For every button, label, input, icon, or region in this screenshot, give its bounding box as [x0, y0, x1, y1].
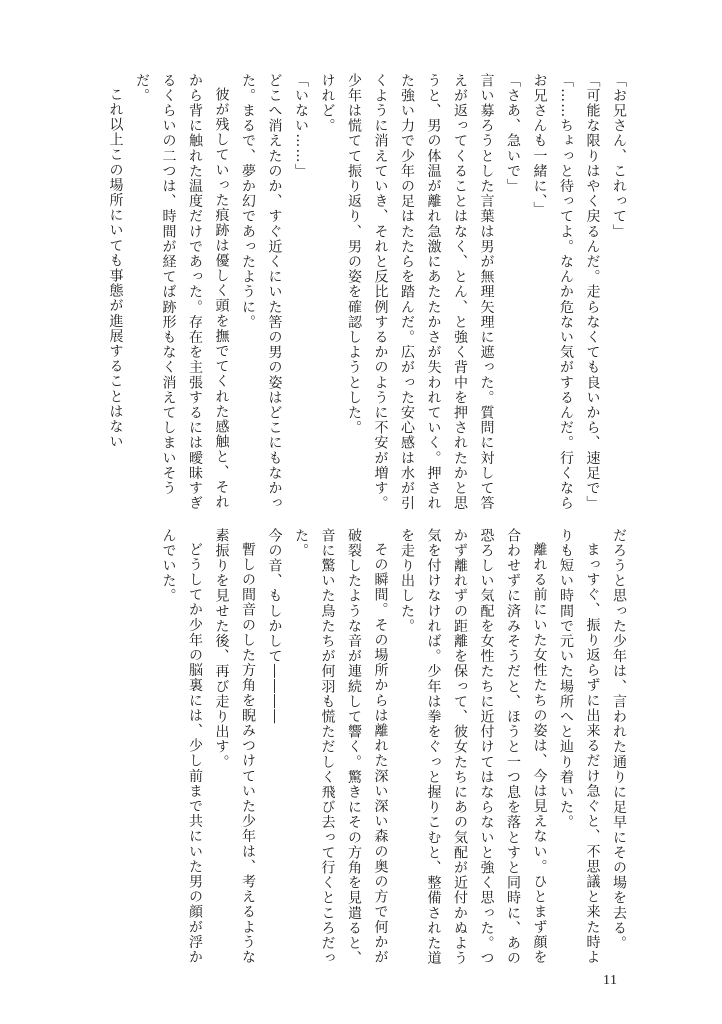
paragraph: 「お兄さん、これって」	[611, 73, 627, 240]
paragraph: 彼が残していった痕跡は優しく頭を撫でてくれた感触と、それから背に触れた温度だけであった。存在を主張するには曖昧すぎるくらいの二つは、時間が経てば跡形もなく消えてしまいそうだ。	[134, 73, 230, 511]
paragraph: 「可能な限りはやく戻るんだ。走らなくても良いから、速足で」	[584, 73, 601, 511]
paragraph: 言い募ろうとした言葉は男が無理矢理に遮った。質問に対して答えが返ってくることはなく、とん、と強く背中を押されたかと思うと、男の体温が離れ急激にあたたかさが失われていく。押された強い力で少年の足はたたらを踏んだ。広がった安心感は水が引くように消えていき、それと反比例するかのように不安が増す。少年は慌てて振り返り、男の姿を確認しようとした。	[346, 73, 495, 511]
paragraph: 「……ちょっと待ってよ。なんか危ない気がするんだ。行くならお兄さんも一緒に、」	[531, 73, 574, 511]
paragraph: 離れる前にいた女性たちの姿は、今は見えない。ひとまず顔を合わせずに済みそうだと、ほうと一つ息を落とすと同時に、あの恐ろしい気配を女性たちに近付けてはならないと強く思った。つかず離れずの距離を保って、彼女たちにあの気配が近付かぬよう気を付けなければ。少年は拳をぐっと握りこむと、整備された道を走り出した。	[399, 528, 548, 966]
paragraph: だろうと思った少年は、言われた通りに足早にその場を去る。	[611, 528, 627, 951]
paragraph: その瞬間。その場所からは離れた深い深い森の奥の方で何かが破裂したような音が連続して響く。驚きにその方角を見遣ると、音に驚いた鳥たちが何羽も慌ただしく飛び去って行くところだった。	[293, 528, 389, 966]
paragraph: 「いない……」	[293, 73, 309, 179]
paragraph: 「さあ、急いで」	[505, 73, 521, 194]
paragraph: どうしてか少年の脳裏には、少し前まで共にいた男の顔が浮かんでいた。	[160, 528, 203, 965]
paragraph: 今の音、もしかして――――	[266, 528, 283, 725]
paragraph: どこへ消えたのか、すぐ近くにいた筈の男の姿はどこにもなかった。まるで、夢か幻であったように。	[240, 73, 283, 511]
paragraph: まっすぐ、振り返らずに出来るだけ急ぐと、不思議と来た時よりも短い時間で元いた場所へと辿り着いた。	[558, 528, 601, 965]
page-number: 11	[603, 973, 618, 988]
paragraph: 暫しの間音のした方角を睨みつけていた少年は、考えるような素振りを見せた後、再び走り出す。	[213, 528, 256, 965]
lower-text-column	[112, 528, 632, 968]
paragraph: これ以上この場所にいても事態が進展することはない	[107, 87, 124, 450]
upper-text-column	[107, 73, 632, 513]
paragraph: けれど。	[319, 73, 336, 134]
